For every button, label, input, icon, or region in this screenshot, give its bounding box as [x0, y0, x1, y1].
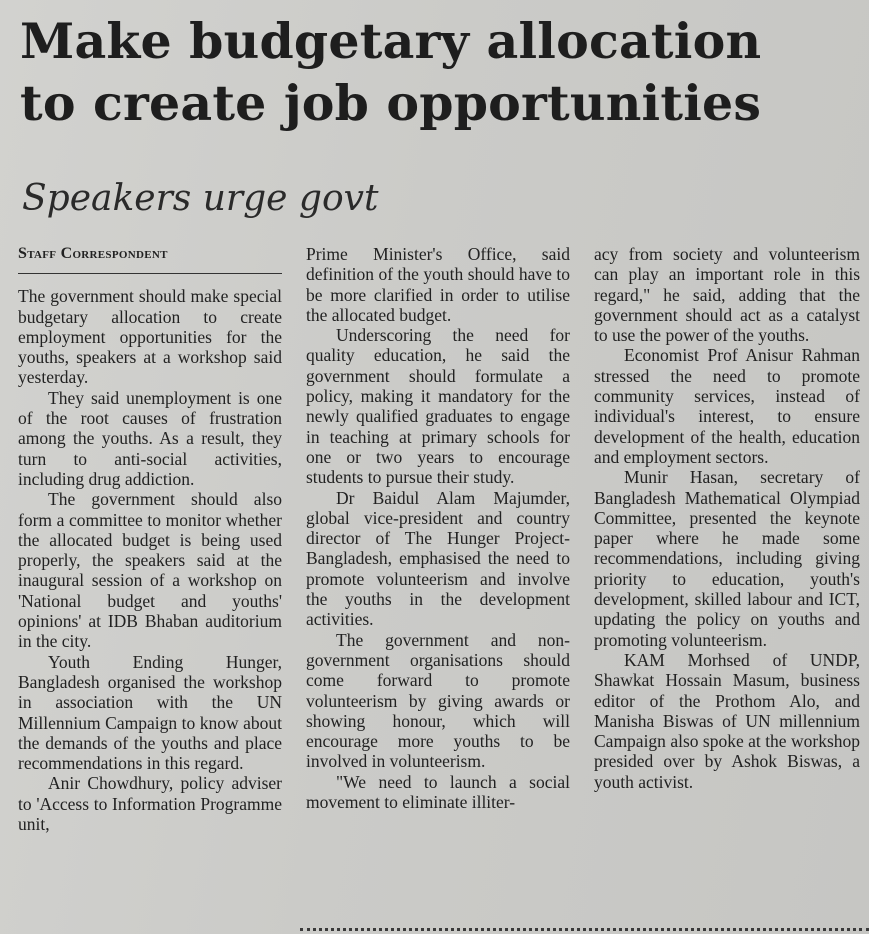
- column-2: [306, 244, 570, 812]
- headline-line-1: Make budgetary allocation: [20, 12, 762, 70]
- paragraph: Munir Hasan, secretary of Bangladesh Mathematical Olympiad Committee, presented the keynote paper where he made some recommendations, including giving priority to education, youth's development, skilled labour and ICT, updating the policy on youths and promoting volunteerism.: [594, 467, 860, 650]
- paragraph: Underscoring the need for quality education, he said the government should formulate a policy, making it mandatory for the newly qualified graduates to engage in teaching at primary schools for one or two years to encourage students to pursue their study.: [306, 325, 570, 488]
- paragraph: The government and non-government organisations should come forward to promote volunteerism by giving awards or showing honour, which will encourage more youths to be involved in volunteerism.: [306, 629, 570, 772]
- column-1: [18, 244, 282, 834]
- paragraph: The government should also form a committee to monitor whether the allocated budget is being used properly, the speakers said at the inaugural session of a workshop on 'National budget and youths' opinions' at IDB Bhaban auditorium in the city.: [18, 489, 282, 652]
- paragraph: Economist Prof Anisur Rahman stressed the need to promote community services, instead of individual's interest, to ensure development of the health, education and employment sectors.: [594, 345, 860, 467]
- paragraph: KAM Morhsed of UNDP, Shawkat Hossain Masum, business editor of the Prothom Alo, and Manisha Biswas of UN millennium Campaign also spoke at the workshop presided over by Ashok Biswas, a youth activist.: [594, 649, 860, 792]
- bottom-divider: [300, 928, 869, 931]
- paragraph: Youth Ending Hunger, Bangladesh organised the workshop in association with the UN Millennium Campaign to know about the demands of the youths and place recommendations in this regard.: [18, 651, 282, 774]
- paragraph: Anir Chowdhury, policy adviser to 'Access to Information Programme unit,: [18, 773, 282, 835]
- paragraph: They said unemployment is one of the root causes of frustration among the youths. As a result, they turn to anti-social activities, including drug addiction.: [18, 387, 282, 489]
- headline: [20, 10, 865, 134]
- paragraph: Prime Minister's Office, said definition of the youth should have to be more clarified in order to utilise the allocated budget.: [306, 244, 570, 325]
- paragraph: "We need to launch a social movement to eliminate illiter-: [306, 771, 570, 813]
- paragraph: acy from society and volunteerism can play an important role in this regard," he said, adding that the government should act as a catalyst to use the power of the youths.: [594, 244, 860, 346]
- paragraph: The government should make special budgetary allocation to create employment opportunities for the youths, speakers at a workshop said yesterday.: [18, 286, 282, 388]
- column-3: [594, 244, 860, 792]
- byline: Staff Correspondent: [18, 244, 282, 274]
- headline-line-2: to create job opportunities: [20, 74, 762, 132]
- subheadline: Speakers urge govt: [22, 178, 379, 219]
- paragraph: Dr Baidul Alam Majumder, global vice-president and country director of The Hunger Project-Bangladesh, emphasised the need to promote volunteerism and involve the youths in the development activities.: [306, 487, 570, 630]
